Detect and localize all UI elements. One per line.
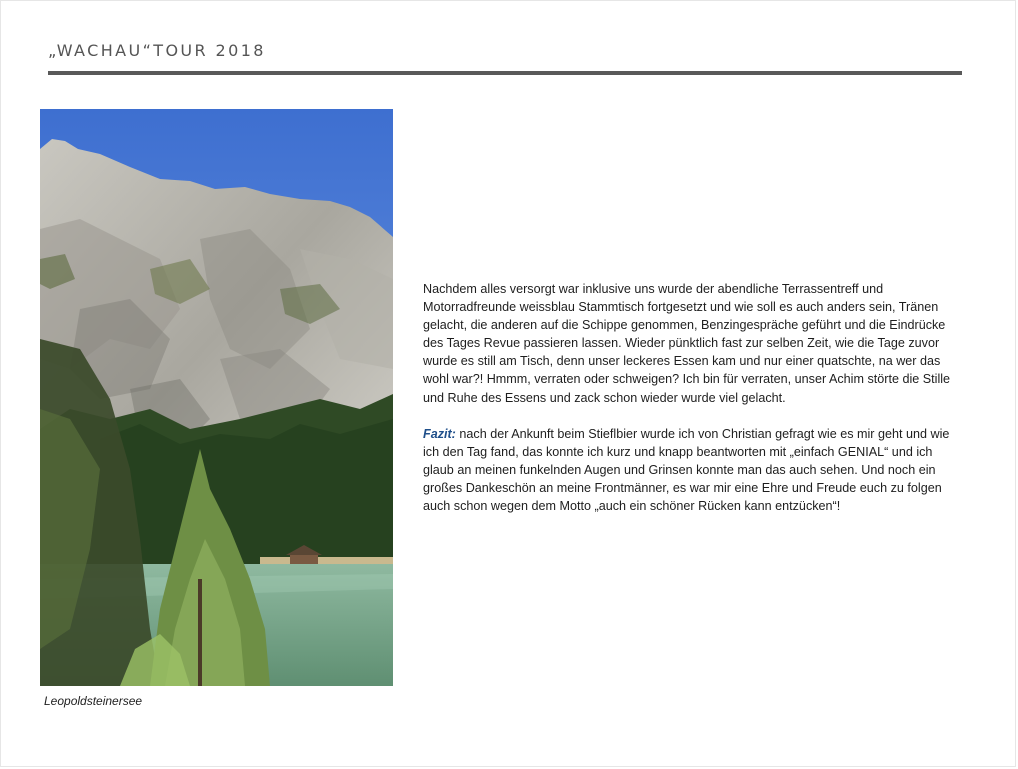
page-title: „WACHAU“TOUR 2018 — [48, 41, 266, 60]
article-body — [423, 280, 963, 515]
header-divider — [48, 71, 962, 75]
photo-caption: Leopoldsteinersee — [44, 694, 143, 708]
fazit-text: nach der Ankunft beim Stieflbier wurde ich von Christian gefragt wie es mir geht und wie ich den Tag fand, das konnte ich kurz und knapp beantworten mit „einfach GENIAL“ und ich glaub an meinen funkelnden Augen und Grinsen konnte man das auch sehen. Und noch ein großes Dankeschön an meine Frontmänner, es war mir eine Ehre und Freude euch zu folgen auch schon wegen dem Motto „auch ein schöner Rücken kann entzücken“! — [423, 426, 950, 514]
article-paragraph: Nachdem alles versorgt war inklusive uns wurde der abendliche Terrassentreff und Motorradfreunde weissblau Stammtisch fortgesetzt und wie soll es auch anders sein, Tränen gelacht, die anderen auf die Schippe genommen, Benzingespräche geführt und die Eindrücke des Tages Revue passieren lassen. Wieder pünktlich fast zur selben Zeit, wie die Tage zuvor wurde es still am Tisch, denn unser leckeres Essen kam und nur einer quatschte, na wer das wohl war?! Hmmm, verraten oder schweigen? Ich bin für verraten, unser Achim störte die Stille und Ruhe des Essens und zack schon wieder wurde viel gelacht. — [423, 282, 951, 405]
article-paragraph-fazit — [423, 425, 963, 515]
lake-mountain-photo — [40, 109, 393, 686]
fazit-label: Fazit: — [423, 426, 456, 441]
